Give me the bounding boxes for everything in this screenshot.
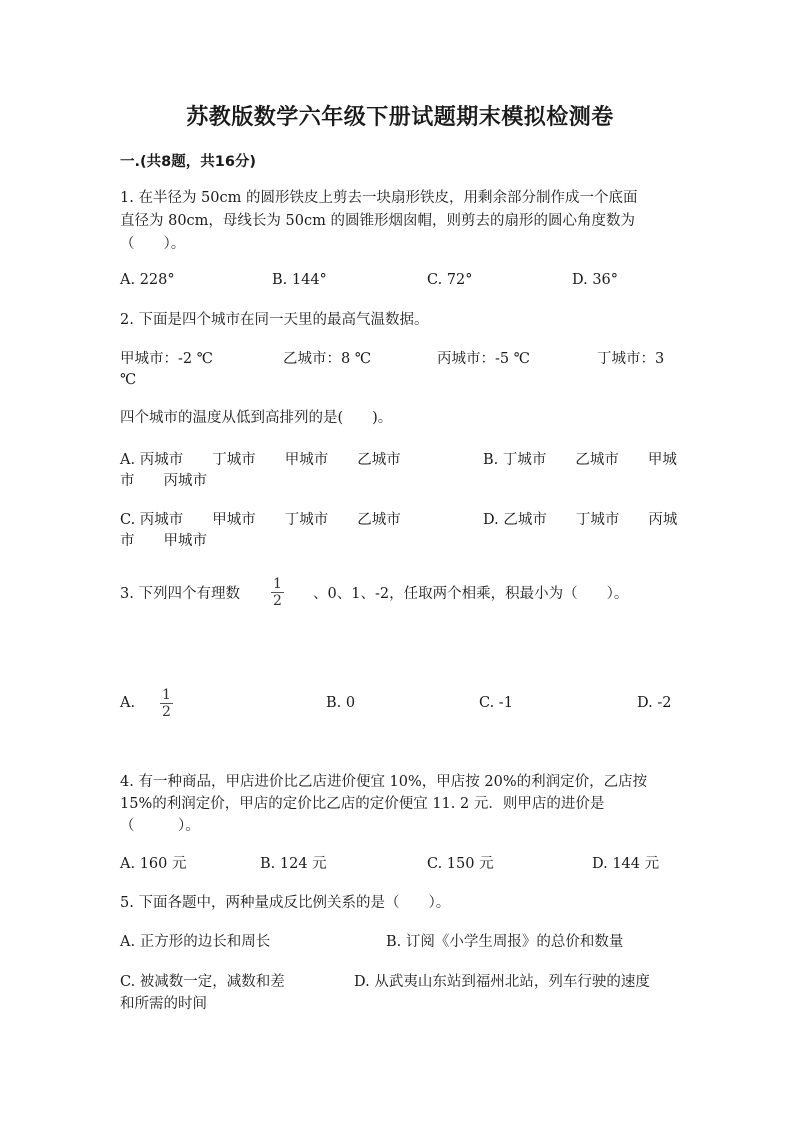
q3-fraction: [271, 576, 284, 609]
q3-option-a-label[interactable]: A.: [120, 695, 136, 711]
q1-option-a[interactable]: A. 228°: [120, 272, 175, 288]
q1-line2: 直径为 80cm，母线长为 50cm 的圆锥形烟囱帽，则剪去的扇形的圆心角度数为: [120, 213, 635, 229]
q3-suffix: 、0、1、-2，任取两个相乘，积最小为（ ）。: [313, 586, 629, 602]
q3-option-a-fraction[interactable]: [160, 687, 173, 720]
q4-option-c[interactable]: C. 150 元: [427, 856, 494, 872]
q2-option-d[interactable]: D. 乙城市 丁城市 丙城: [483, 512, 678, 528]
q2-option-d-wrap[interactable]: 市 甲城市: [120, 533, 207, 549]
q2-option-b[interactable]: B. 丁城市 乙城市 甲城: [483, 452, 677, 468]
q2-line1: 2. 下面是四个城市在同一天里的最高气温数据。: [120, 312, 429, 328]
q3-option-d[interactable]: D. -2: [637, 695, 672, 711]
q3-fraction-numerator: 1: [273, 576, 282, 592]
q2-temp-jia: 甲城市：-2 ℃: [120, 351, 213, 367]
q4-option-d[interactable]: D. 144 元: [592, 856, 660, 872]
q5-option-b[interactable]: B. 订阅《小学生周报》的总价和数量: [386, 934, 624, 950]
page-title: 苏教版数学六年级下册试题期末模拟检测卷: [186, 105, 614, 130]
q3-prefix: 3. 下列四个有理数: [120, 586, 240, 602]
q1-line1: 1. 在半径为 50cm 的圆形铁皮上剪去一块扇形铁皮，用剩余部分制作成一个底面: [120, 190, 638, 206]
q1-option-b[interactable]: B. 144°: [272, 272, 327, 288]
q4-option-a[interactable]: A. 160 元: [120, 856, 187, 872]
q2-option-b-wrap[interactable]: 市 丙城市: [120, 473, 207, 489]
q1-option-c[interactable]: C. 72°: [427, 272, 473, 288]
q2-question: 四个城市的温度从低到高排列的是( )。: [120, 410, 393, 426]
q3-option-c[interactable]: C. -1: [479, 695, 513, 711]
q3-option-a-numerator: 1: [162, 687, 171, 703]
q5-option-d[interactable]: D. 从武夷山东站到福州北站，列车行驶的速度: [354, 974, 650, 990]
q2-temp-bing: 丙城市：-5 ℃: [437, 351, 530, 367]
q5-option-a[interactable]: A. 正方形的边长和周长: [120, 934, 271, 950]
q2-option-c[interactable]: C. 丙城市 甲城市 丁城市 乙城市: [120, 512, 401, 528]
q1-line3: （ ）。: [120, 236, 186, 252]
q2-temp-ding: 丁城市：3: [597, 351, 665, 367]
q2-temp-yi: 乙城市：8 ℃: [283, 351, 372, 367]
q4-line1: 4. 有一种商品，甲店进价比乙店进价便宜 10%，甲店按 20%的利润定价，乙店按: [120, 774, 648, 790]
q5-line1: 5. 下面各题中，两种量成反比例关系的是（ ）。: [120, 895, 451, 911]
q4-line2: 15%的利润定价，甲店的定价比乙店的定价便宜 11. 2 元．则甲店的进价是: [120, 796, 605, 812]
q4-option-b[interactable]: B. 124 元: [260, 856, 327, 872]
q5-option-c[interactable]: C. 被减数一定，减数和差: [120, 974, 285, 990]
q2-temp-unit: ℃: [120, 372, 137, 388]
section-heading: 一.(共8题，共16分): [120, 154, 257, 170]
q4-line3: （ ）。: [120, 818, 200, 834]
q5-option-d-wrap[interactable]: 和所需的时间: [120, 996, 207, 1012]
q2-option-a[interactable]: A. 丙城市 丁城市 甲城市 乙城市: [120, 452, 401, 468]
q3-option-b[interactable]: B. 0: [326, 695, 356, 711]
q3-option-a-denominator: 2: [162, 704, 171, 720]
q3-fraction-denominator: 2: [273, 593, 282, 609]
q1-option-d[interactable]: D. 36°: [572, 272, 619, 288]
